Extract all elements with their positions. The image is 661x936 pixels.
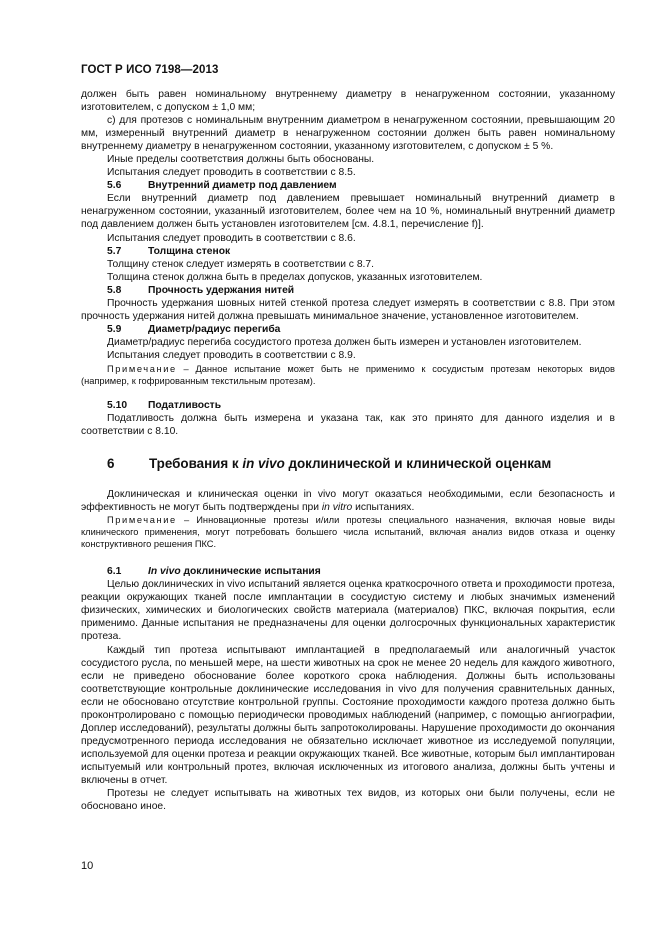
paragraph-text: испытаниях. [352,501,415,513]
section-heading-6 [81,455,615,472]
subsection-title-italic: In vivo [148,566,181,578]
paragraph: Испытания следует проводить в соответствии с 8.9. [107,349,356,361]
running-header: ГОСТ Р ИСО 7198—2013 [81,64,219,76]
paragraph: Каждый тип протеза испытывают имплантацией в предполагаемый или аналогичный участок сосудистого русла, по меньшей мере, на шести животных на срок не менее 20 недель для каждого животного, если не приведено обоснование более короткого срока наблюдения. Должны быть использованы соответствующие контрольные доклинические исследования in vivo для получения сравнительных данных, если не обосновано отсутствие контрольной группы. Состояние проходимости каждого протеза должно быть проконтролировано с помощью периодически проводимых наблюдений (например, с помощью ангиографии, Доплер исследований), результаты должны быть запротоколированы. Нарушение проходимости до окончания предусмотренного периода исследования не обязательно исключает животное из исследуемой популяции, используемой для оценки протеза и реакции окружающих тканей. Все животные, которым был имплантирован испытуемый или контрольный протез, включая исключенных из итогового анализа, должны быть учтены и включены в отчет. [81,644,615,786]
section-title-text: доклинической и клинической оценкам [284,455,552,471]
paragraph: Толщина стенок должна быть в пределах допусков, указанных изготовителем. [107,271,483,283]
section-title-italic: in vivo [242,455,285,471]
subsection-title: Прочность удержания нитей [148,284,295,296]
paragraph: Прочность удержания шовных нитей стенкой протеза следует измерять в соответствии с 8.8. При этом прочность удержания нитей должна превышать минимальное значение, установленное изготовителем. [81,297,615,322]
page-number: 10 [81,860,94,872]
note [81,363,615,387]
subsection-number: 5.6 [107,180,122,192]
subsection-title [148,565,321,578]
note-text: – Инновационные протезы и/или протезы специального назначения, включая новые виды клинического применения, могут потребовать большего числа испытаний, включая анализ видов отказа и оценку конструктивного решения ПКС. [81,514,615,550]
note-label: Примечание [107,363,177,374]
note-text: – Данное испытание может быть не применимо к сосудистым протезам некоторых видов (например, к гофрированным текстильным протезам). [81,363,615,387]
subsection-heading-6-1 [81,565,615,578]
note [81,514,615,551]
subsection-number: 6.1 [107,566,122,578]
paragraph-text: Доклиническая и клиническая оценки in vivo могут оказаться необходимыми, если безопасность и эффективность не могут быть подтверждены при [81,488,615,513]
section-number: 6 [107,455,115,471]
paragraph: Иные пределы соответствия должны быть обоснованы. [107,154,375,166]
paragraph: Целью доклинических in vivo испытаний является оценка краткосрочного ответа и проходимости протеза, реакции окружающих тканей после имплантации в сосудистую систему и любых значимых изменений физических, химических и биологических свойств материала (материалов) ПКС, включая покрытия, если применимо. Данные испытания не предназначены для оценки долгосрочных функциональных характеристик протеза. [81,579,615,643]
subsection-heading-5-10 [81,399,615,412]
subsection-heading-5-7 [81,245,615,258]
subsection-title: Внутренний диаметр под давлением [148,180,337,192]
paragraph: Толщину стенок следует измерять в соответствии с 8.7. [107,258,374,270]
subsection-heading-5-9 [81,323,615,336]
paragraph: должен быть равен номинальному внутреннему диаметру в ненагруженном состоянии, указанному изготовителем, с допуском ± 1,0 мм; [81,89,615,114]
paragraph-italic: in vitro [321,501,353,513]
subsection-number: 5.7 [107,245,122,257]
paragraph: Протезы не следует испытывать на животных тех видов, из которых они были получены, если не обосновано иное. [81,788,615,813]
subsection-number: 5.9 [107,323,122,335]
paragraph: Испытания следует проводить в соответствии с 8.6. [107,232,356,244]
subsection-title: Толщина стенок [148,245,231,257]
section-title-text: Требования к [149,455,243,471]
subsection-title: Податливость [148,400,222,412]
paragraph: Податливость должна быть измерена и указана так, как это принято для данного изделия и в соответствии с 8.10. [81,413,615,438]
paragraph [81,488,615,514]
note-label: Примечание [107,514,177,525]
subsection-heading-5-6 [81,179,615,192]
subsection-heading-5-8 [81,284,615,297]
page-body [81,88,615,813]
subsection-title-text: доклинические испытания [180,566,321,578]
list-item-c: с) для протезов с номинальным внутренним диаметром в ненагруженном состоянии, превышающим 20 мм, измеренный внутренний диаметр в ненагруженном состоянии должен быть равен номинальному внутреннему диаметру в ненагруженном состоянии, указанному изготовителем, с допуском ± 5 %. [81,115,615,153]
paragraph: Диаметр/радиус перегиба сосудистого протеза должен быть измерен и установлен изготовителем. [107,336,582,348]
subsection-number: 5.10 [107,400,128,412]
paragraph: Если внутренний диаметр под давлением превышает номинальный внутренний диаметр в ненагруженном состоянии, указанный изготовителем, более чем на 10 %, номинальный внутренний диаметр под давлением должен быть установлен изготовителем [см. 4.8.1, перечисление f)]. [81,193,615,231]
subsection-number: 5.8 [107,284,122,296]
subsection-title: Диаметр/радиус перегиба [148,323,281,335]
section-title [149,455,551,472]
paragraph: Испытания следует проводить в соответствии с 8.5. [107,167,356,179]
